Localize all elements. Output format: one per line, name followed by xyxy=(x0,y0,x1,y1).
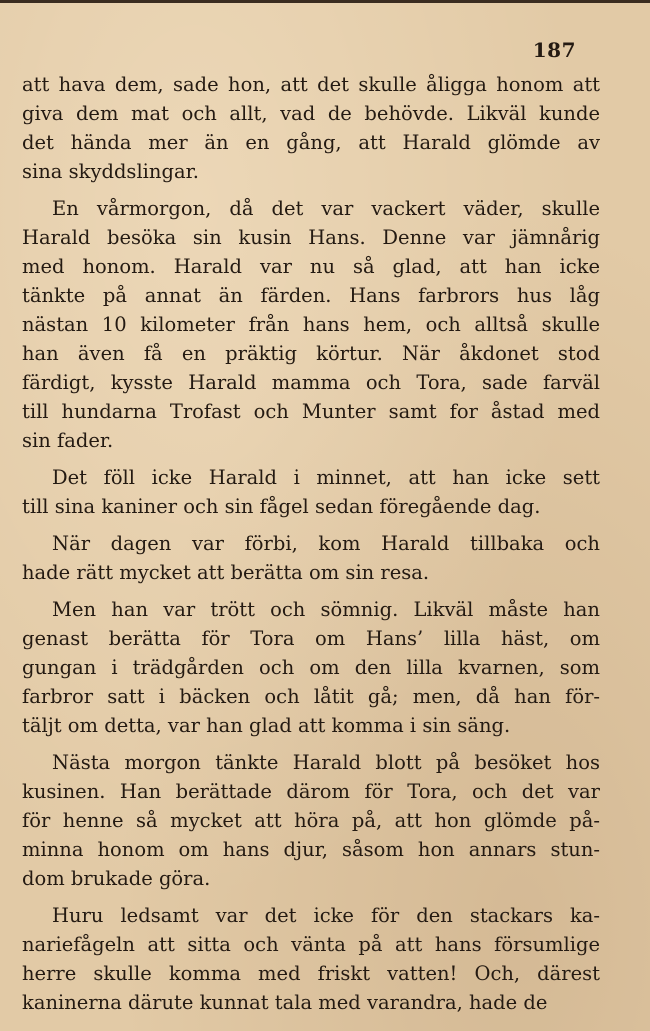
paragraph xyxy=(22,901,600,1017)
text-line: till hundarna Trofast och Munter samt for åstad med xyxy=(22,400,600,423)
body-text xyxy=(22,70,600,1025)
paragraph xyxy=(22,194,600,455)
text-line: med honom. Harald var nu så glad, att han icke xyxy=(22,255,600,278)
text-line: nästan 10 kilometer från hans hem, och alltså skulle xyxy=(22,313,600,336)
text-line: sin fader. xyxy=(22,429,114,452)
text-line: Huru ledsamt var det icke för den stackars ka- xyxy=(52,904,600,927)
text-line: Harald besöka sin kusin Hans. Denne var jämnårig xyxy=(22,226,600,249)
text-line: herre skulle komma med friskt vatten! Och, därest xyxy=(22,962,600,985)
text-line: han även få en präktig körtur. När åkdonet stod xyxy=(22,342,600,365)
paragraph xyxy=(22,529,600,587)
text-line: hade rätt mycket att berätta om sin resa. xyxy=(22,561,430,584)
text-line: genast berätta för Tora om Hans’ lilla häst, om xyxy=(22,627,600,650)
text-line: till sina kaniner och sin fågel sedan föregående dag. xyxy=(22,495,541,518)
paragraph xyxy=(22,463,600,521)
text-line: gungan i trädgården och om den lilla kvarnen, som xyxy=(22,656,600,679)
text-line: En vårmorgon, då det var vackert väder, skulle xyxy=(52,197,600,220)
text-line: tänkte på annat än färden. Hans farbrors hus låg xyxy=(22,284,600,307)
text-line: minna honom om hans djur, såsom hon annars stun- xyxy=(22,838,600,861)
text-line: När dagen var förbi, kom Harald tillbaka och xyxy=(52,532,600,555)
text-line: Det föll icke Harald i minnet, att han icke sett xyxy=(52,466,600,489)
page-number: 187 xyxy=(532,38,576,62)
text-line: Nästa morgon tänkte Harald blott på besöket hos xyxy=(52,751,600,774)
text-line: sina skyddslingar. xyxy=(22,160,199,183)
text-line: kaninerna därute kunnat tala med varandra, hade de xyxy=(22,991,548,1014)
text-line: dom brukade göra. xyxy=(22,867,211,890)
text-line: nariefågeln att sitta och vänta på att hans försumlige xyxy=(22,933,600,956)
paragraph xyxy=(22,595,600,740)
text-line: att hava dem, sade hon, att det skulle åligga honom att xyxy=(22,73,600,96)
text-line: giva dem mat och allt, vad de behövde. Likväl kunde xyxy=(22,102,600,125)
paragraph xyxy=(22,748,600,893)
paragraph xyxy=(22,70,600,186)
text-line: färdigt, kysste Harald mamma och Tora, sade farväl xyxy=(22,371,600,394)
text-line: farbror satt i bäcken och låtit gå; men, då han för- xyxy=(22,685,600,708)
text-line: täljt om detta, var han glad att komma i sin säng. xyxy=(22,714,511,737)
text-line: kusinen. Han berättade därom för Tora, och det var xyxy=(22,780,600,803)
page-top-edge xyxy=(0,0,650,3)
text-line: för henne så mycket att höra på, att hon glömde på- xyxy=(22,809,600,832)
text-line: det hända mer än en gång, att Harald glömde av xyxy=(22,131,600,154)
text-line: Men han var trött och sömnig. Likväl måste han xyxy=(52,598,600,621)
